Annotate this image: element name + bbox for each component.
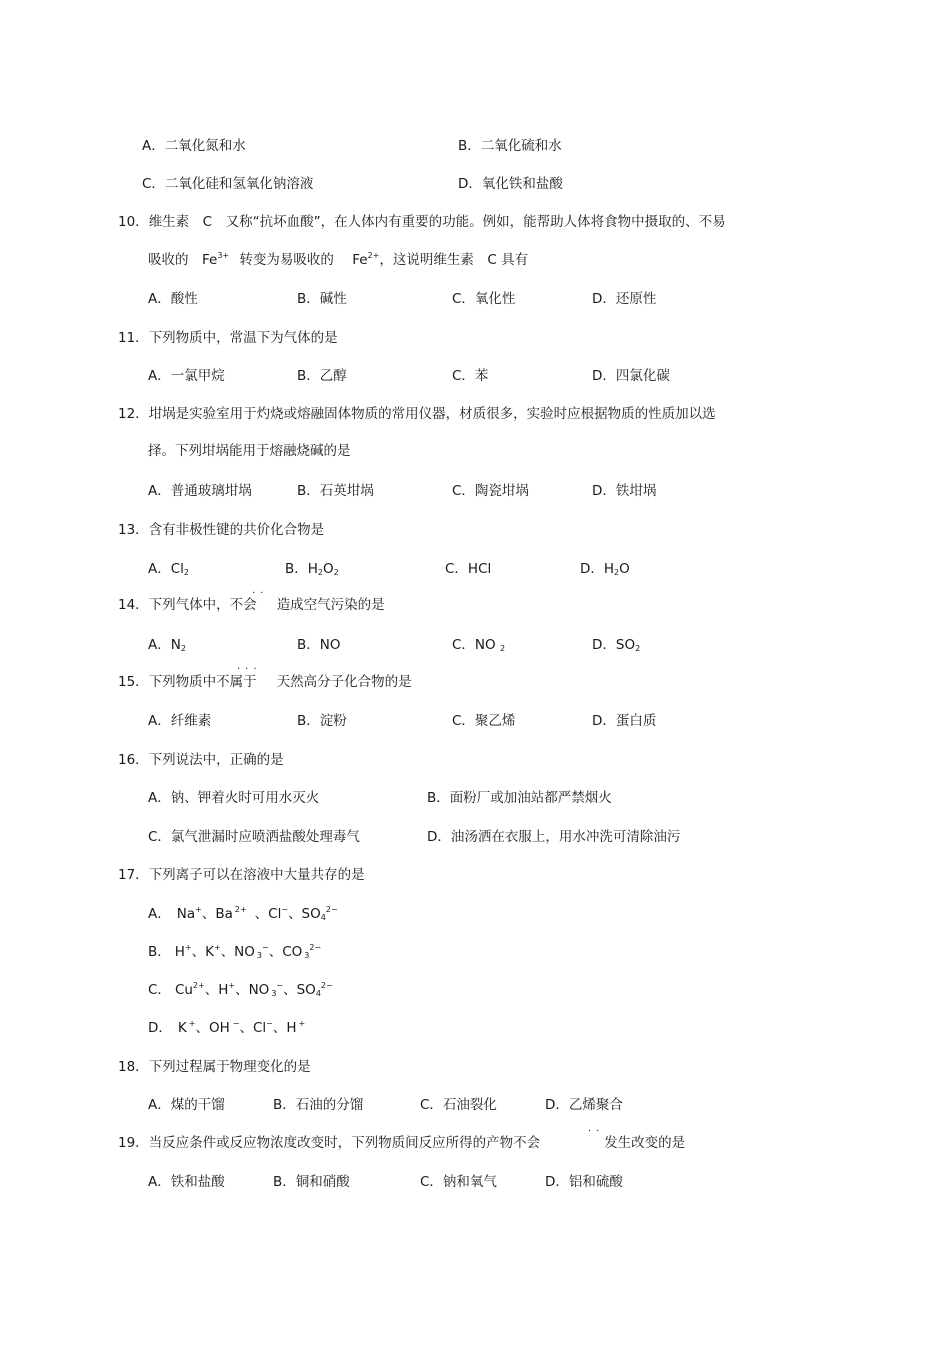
charge: + (213, 943, 221, 952)
q11-stem (118, 329, 338, 347)
q10-option-b: B．碱性 (297, 291, 347, 307)
charge: − (262, 943, 269, 952)
subscript: 3 (256, 951, 263, 960)
q12-number: 12． (118, 406, 149, 422)
q11-option-a: A．一氯甲烷 (148, 368, 225, 384)
q17-option-a (148, 905, 338, 923)
q13-option-b-text: B．H (285, 561, 318, 577)
ion: 、K (191, 944, 214, 960)
q13-option-a (148, 560, 189, 578)
q17-number: 17． (118, 867, 149, 883)
charge: 2+ (192, 981, 205, 990)
charge: + (228, 981, 236, 990)
q15-stem-text: 下列物质中不属于 (148, 674, 257, 690)
q17-option-c (148, 981, 333, 999)
q14-stem-text: 造成空气污染的是 (276, 597, 385, 613)
q10-stem-text: 维生素 C 又称“抗坏血酸”，在人体内有重要的功能。例如，能帮助人体将食物中摄取的、不易 (148, 214, 726, 230)
q12-option-c: C．陶瓷坩埚 (452, 483, 529, 499)
ion: 、CO (268, 944, 303, 960)
subscript: 2 (317, 568, 324, 577)
q15-number: 15． (118, 674, 149, 690)
q13-stem-text: 含有非极性键的共价化合物是 (148, 522, 325, 538)
q11-option-c: C．苯 (452, 368, 489, 384)
q19-stem-text: 发生改变的是 (604, 1135, 686, 1151)
q16-stem (118, 751, 284, 769)
option-letter: D． (148, 1020, 172, 1036)
ion: H (174, 944, 185, 960)
charge: 2− (309, 943, 322, 952)
q13-number: 13． (118, 522, 149, 538)
ion: 、H (204, 982, 229, 998)
ion: Na (176, 906, 196, 922)
q11-option-b: B．乙醇 (297, 368, 347, 384)
q15-option-a: A．纤维素 (148, 713, 212, 729)
ion: 、Cl (239, 1020, 267, 1036)
charge: − (266, 1019, 273, 1028)
ion: 、OH (195, 1020, 230, 1036)
ion: 、SO (288, 906, 321, 922)
subscript: 2 (180, 644, 186, 653)
q17-option-d (148, 1019, 305, 1037)
charge: + (188, 1019, 196, 1028)
q17-stem-text: 下列离子可以在溶液中大量共存的是 (148, 867, 365, 883)
charge: + (298, 1019, 306, 1028)
q10-fe3-charge: 3+ (217, 251, 230, 260)
q15-emphasis-dots: ... (237, 661, 262, 672)
ion: 、Cl (254, 906, 282, 922)
option-letter: A． (148, 906, 171, 922)
q10-stem-part: 吸收的 Fe (148, 252, 218, 268)
q11-number: 11． (118, 330, 149, 346)
q17-option-b (148, 943, 321, 961)
q19-stem (118, 1134, 685, 1152)
subscript: 4 (320, 913, 326, 922)
subscript: 2 (499, 644, 506, 653)
q13-option-d-text: O (619, 561, 630, 577)
q13-option-b (285, 560, 339, 578)
q13-option-d-text: D．H (580, 561, 615, 577)
subscript: 3 (304, 951, 310, 960)
subscript: 4 (315, 989, 321, 998)
q10-stem-line1 (118, 213, 726, 231)
q14-option-d-text: D．SO (592, 637, 636, 653)
q15-stem (118, 673, 412, 691)
q15-option-b: B．淀粉 (297, 713, 347, 729)
q13-option-d (580, 560, 630, 578)
q9-option-c: C．二氧化硅和氢氧化钠溶液 (142, 176, 314, 192)
q9-option-a: A．二氧化氮和水 (142, 138, 246, 154)
q12-stem-line1 (118, 405, 716, 423)
q19-emphasis-dots: .. (588, 1123, 605, 1134)
q16-option-d: D．油汤洒在衣服上，用水冲洗可清除油污 (427, 829, 681, 845)
charge: − (281, 905, 289, 914)
q14-option-c-text: C．NO (452, 637, 496, 653)
q18-number: 18． (118, 1059, 149, 1075)
q13-stem (118, 521, 324, 539)
q10-stem-part: 转变为易吸收的 (239, 252, 334, 268)
ion: Cu (174, 982, 193, 998)
ion: 、SO (283, 982, 316, 998)
q16-option-b: B．面粉厂或加油站都严禁烟火 (427, 790, 612, 806)
q16-number: 16． (118, 752, 149, 768)
q14-option-a-text: A．N (148, 637, 181, 653)
q14-number: 14． (118, 597, 149, 613)
q10-option-d: D．还原性 (592, 291, 657, 307)
q16-option-a: A．钠、钾着火时可用水灭火 (148, 790, 320, 806)
q14-stem (118, 596, 385, 614)
q9-option-b: B．二氧化硫和水 (458, 138, 562, 154)
q12-option-a: A．普通玻璃坩埚 (148, 483, 252, 499)
q19-option-b: B．铜和硝酸 (273, 1174, 350, 1190)
q10-option-c: C．氧化性 (452, 291, 516, 307)
q16-option-c: C．氯气泄漏时应喷洒盐酸处理毒气 (148, 829, 360, 845)
q10-fe2-charge: 2+ (367, 251, 380, 260)
q12-stem-line2: 择。下列坩埚能用于熔融烧碱的是 (148, 443, 351, 459)
q15-option-c: C．聚乙烯 (452, 713, 516, 729)
charge: + (184, 943, 192, 952)
q11-option-d: D．四氯化碳 (592, 368, 670, 384)
subscript: 2 (333, 568, 339, 577)
q15-option-d: D．蛋白质 (592, 713, 657, 729)
q13-option-b-text: O (323, 561, 334, 577)
q14-option-a (148, 636, 186, 654)
q19-number: 19． (118, 1135, 149, 1151)
subscript: 3 (271, 989, 277, 998)
q9-option-d: D．氧化铁和盐酸 (458, 176, 563, 192)
q12-option-b: B．石英坩埚 (297, 483, 374, 499)
charge: − (232, 1019, 240, 1028)
ion: 、Ba (201, 906, 233, 922)
q10-stem-line2 (148, 251, 528, 269)
charge: + (195, 905, 202, 914)
q11-stem-text: 下列物质中，常温下为气体的是 (148, 330, 338, 346)
q13-option-a-text: A．Cl (148, 561, 184, 577)
q19-option-d: D．铝和硫酸 (545, 1174, 623, 1190)
q10-stem-part: Fe (352, 252, 368, 268)
ion: 、H (272, 1020, 297, 1036)
q19-option-c: C．钠和氧气 (420, 1174, 497, 1190)
q19-option-a: A．铁和盐酸 (148, 1174, 225, 1190)
charge: 2+ (234, 905, 247, 914)
q14-option-b: B．NO (297, 637, 341, 653)
q12-stem-text: 坩埚是实验室用于灼烧或熔融固体物质的常用仪器，材质很多，实验时应根据物质的性质加以选 (148, 406, 716, 422)
charge: 2− (320, 981, 333, 990)
q14-emphasis-dots: .. (252, 585, 269, 596)
subscript: 2 (614, 568, 620, 577)
q19-stem-text: 当反应条件或反应物浓度改变时，下列物质间反应所得的产物不会 (148, 1135, 541, 1151)
q14-option-d (592, 636, 640, 654)
q13-option-c: C．HCl (445, 561, 492, 577)
ion: 、NO (235, 982, 270, 998)
charge: 2− (325, 905, 338, 914)
q12-option-d: D．铁坩埚 (592, 483, 657, 499)
q10-option-a: A．酸性 (148, 291, 198, 307)
q18-option-d: D．乙烯聚合 (545, 1097, 623, 1113)
ion: K (177, 1020, 187, 1036)
q17-stem (118, 866, 365, 884)
subscript: 2 (183, 568, 190, 577)
q18-option-b: B．石油的分馏 (273, 1097, 364, 1113)
q10-stem-part: ，这说明维生素 C 具有 (379, 252, 529, 268)
q16-stem-text: 下列说法中，正确的是 (148, 752, 284, 768)
ion: 、NO (220, 944, 255, 960)
q18-option-a: A．煤的干馏 (148, 1097, 225, 1113)
q18-stem (118, 1058, 311, 1076)
q15-stem-text: 天然高分子化合物的是 (276, 674, 412, 690)
subscript: 2 (635, 644, 641, 653)
q14-stem-text: 下列气体中，不会 (148, 597, 257, 613)
q18-option-c: C．石油裂化 (420, 1097, 497, 1113)
q18-stem-text: 下列过程属于物理变化的是 (148, 1059, 311, 1075)
option-letter: C． (148, 982, 171, 998)
q14-option-c (452, 636, 505, 654)
charge: − (276, 981, 284, 990)
q10-number: 10． (118, 214, 149, 230)
option-letter: B． (148, 944, 171, 960)
